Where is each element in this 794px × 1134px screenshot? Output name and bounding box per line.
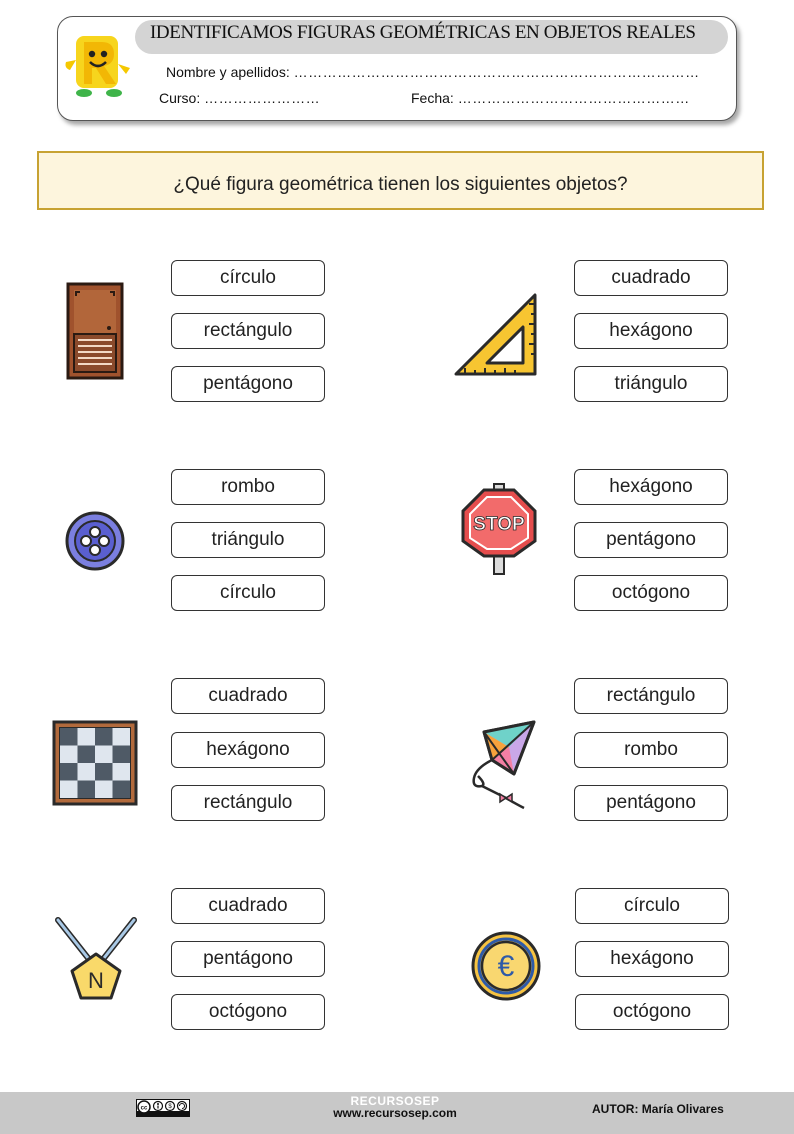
option-set-square-1[interactable]: cuadrado xyxy=(574,260,728,296)
course-field xyxy=(159,90,320,106)
set-square-icon xyxy=(453,292,539,378)
option-kite-1[interactable]: rectángulo xyxy=(574,678,728,714)
option-chessboard-3[interactable]: rectángulo xyxy=(171,785,325,821)
footer-author: AUTOR: María Olivares xyxy=(592,1102,724,1116)
recursosep-logo-icon xyxy=(62,30,134,102)
name-label: Nombre y apellidos: xyxy=(166,64,290,80)
option-button-2[interactable]: triángulo xyxy=(171,522,325,558)
date-field xyxy=(411,90,690,106)
option-stop-sign-1[interactable]: hexágono xyxy=(574,469,728,505)
option-kite-3[interactable]: pentágono xyxy=(574,785,728,821)
name-field xyxy=(166,64,700,80)
euro-coin-icon xyxy=(470,930,542,1002)
footer-brand: RECURSOSEP xyxy=(350,1094,440,1108)
option-chessboard-2[interactable]: hexágono xyxy=(171,732,325,768)
option-button-1[interactable]: rombo xyxy=(171,469,325,505)
option-pendant-2[interactable]: pentágono xyxy=(171,941,325,977)
option-chessboard-1[interactable]: cuadrado xyxy=(171,678,325,714)
creative-commons-license-icon xyxy=(136,1099,190,1117)
chessboard-icon xyxy=(52,720,138,806)
option-euro-coin-2[interactable]: hexágono xyxy=(575,941,729,977)
instruction-text: ¿Qué figura geométrica tienen los siguientes objetos? xyxy=(173,174,628,195)
instruction-box xyxy=(37,151,764,210)
door-icon xyxy=(66,282,124,380)
svg-text:$: $ xyxy=(168,1104,172,1110)
option-set-square-3[interactable]: triángulo xyxy=(574,366,728,402)
pendant-letter: N xyxy=(88,968,104,993)
button-icon xyxy=(64,510,126,572)
option-pendant-3[interactable]: octógono xyxy=(171,994,325,1030)
pendant-icon xyxy=(54,916,138,1002)
course-label: Curso: xyxy=(159,90,201,106)
footer-url-link[interactable]: www.recursosep.com xyxy=(333,1106,457,1120)
kite-icon xyxy=(466,718,538,814)
option-kite-2[interactable]: rombo xyxy=(574,732,728,768)
option-pendant-1[interactable]: cuadrado xyxy=(171,888,325,924)
course-dots: …………………… xyxy=(204,90,321,106)
date-dots: ………………………………………… xyxy=(457,90,690,106)
option-door-3[interactable]: pentágono xyxy=(171,366,325,402)
svg-text:cc: cc xyxy=(140,1105,148,1112)
coin-symbol: € xyxy=(497,950,515,983)
name-dots: ………………………………………………………………………… xyxy=(293,64,700,80)
option-stop-sign-2[interactable]: pentágono xyxy=(574,522,728,558)
stop-sign-text: STOP xyxy=(473,514,525,535)
date-label: Fecha: xyxy=(411,90,454,106)
option-button-3[interactable]: círculo xyxy=(171,575,325,611)
page-title: IDENTIFICAMOS FIGURAS GEOMÉTRICAS EN OBJETOS REALES xyxy=(150,22,696,43)
option-stop-sign-3[interactable]: octógono xyxy=(574,575,728,611)
stop-sign-icon xyxy=(461,482,537,576)
option-door-2[interactable]: rectángulo xyxy=(171,313,325,349)
option-door-1[interactable]: círculo xyxy=(171,260,325,296)
option-euro-coin-1[interactable]: círculo xyxy=(575,888,729,924)
option-set-square-2[interactable]: hexágono xyxy=(574,313,728,349)
option-euro-coin-3[interactable]: octógono xyxy=(575,994,729,1030)
